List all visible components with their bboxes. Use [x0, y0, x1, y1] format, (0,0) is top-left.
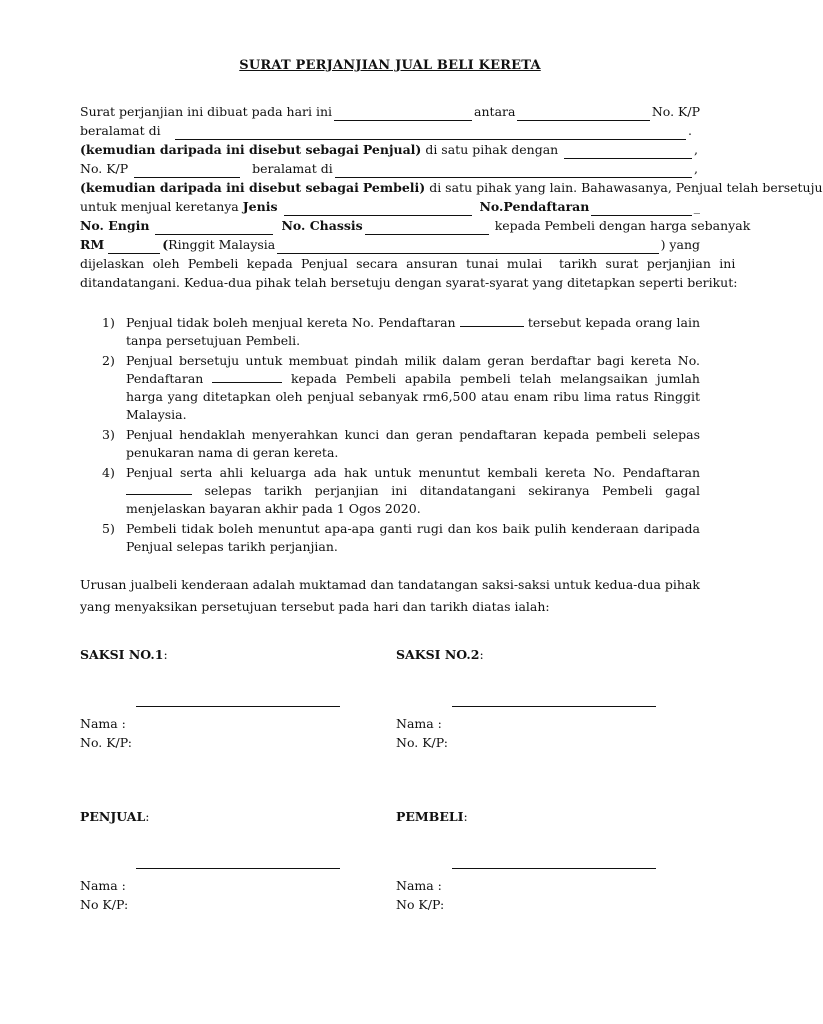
price-words-blank	[277, 239, 658, 254]
signature-heading-colon: :	[145, 809, 150, 824]
intro-text: ,	[694, 142, 698, 157]
intro-text: dijelaskan oleh Pembeli kepada Penjual secara ansuran tunai mulai tarikh surat perjanjian ini	[80, 256, 736, 271]
car-type-label: Jenis	[242, 199, 278, 214]
intro-text: No. K/P	[651, 104, 700, 119]
signature-block-seller	[80, 808, 396, 970]
buyer-label: Pembeli)	[362, 180, 426, 195]
term-text	[126, 464, 700, 518]
intro-text: Surat perjanjian ini dibuat pada hari ini	[80, 104, 333, 119]
intro-line-9	[80, 254, 736, 273]
terms-list	[80, 314, 700, 556]
signature-block-buyer	[396, 808, 696, 970]
buyer-name-blank	[564, 144, 692, 159]
intro-line-3	[80, 140, 700, 159]
intro-line-2	[80, 121, 700, 140]
intro-line-8	[80, 235, 700, 254]
term-item	[80, 426, 700, 462]
term-item	[80, 314, 700, 350]
signature-line	[136, 868, 340, 869]
intro-text: ditandatangani. Kedua-dua pihak telah bersetuju dengan syarat-syarat yang ditetapkan seperti berikut:	[80, 275, 738, 290]
intro-line-4	[80, 159, 700, 178]
signature-name-field: Nama :	[80, 716, 126, 731]
intro-text: ) yang	[660, 237, 700, 252]
intro-line-1	[80, 102, 700, 121]
closing-paragraph: Urusan jualbeli kenderaan adalah muktamad dan tandatangan saksi-saksi untuk kedua-dua pihak yang menyaksikan persetujuan tersebut pada hari dan tarikh diatas ialah:	[80, 577, 700, 614]
signature-line	[136, 706, 340, 707]
seller-address-blank	[175, 125, 686, 140]
signature-heading-colon: :	[479, 647, 484, 662]
signature-heading-colon: :	[163, 647, 168, 662]
date-blank	[334, 106, 472, 121]
signature-id-field: No. K/P:	[396, 735, 448, 750]
term-text	[126, 352, 700, 424]
term-text-part: Penjual serta ahli keluarga ada hak untuk menuntut kembali kereta No. Pendaftaran	[126, 465, 700, 480]
car-type-blank	[284, 201, 472, 216]
intro-line-6	[80, 197, 700, 216]
engine-label: No. Engin	[80, 218, 150, 233]
intro-text: kepada Pembeli dengan harga sebanyak	[494, 218, 751, 233]
signature-block-witness-2	[396, 646, 696, 808]
signature-heading-text: PENJUAL	[80, 809, 146, 824]
intro-text: beralamat di	[80, 123, 161, 138]
signature-heading-colon: :	[463, 809, 468, 824]
intro-line-10	[80, 273, 738, 292]
term-text-part: kepada Pembeli apabila pembeli telah melangsaikan jumlah harga yang ditetapkan oleh penjual sebanyak rm6,500 atau enam ribu lima ratus Ringgit Malaysia.	[126, 371, 700, 422]
seller-name-blank	[517, 106, 649, 121]
registration-blank	[126, 482, 192, 495]
intro-text: di satu pihak dengan	[425, 142, 559, 157]
term-text-part: Pembeli tidak boleh menuntut apa-apa ganti rugi dan kos baik pulih kenderaan daripada Penjual selepas tarikh perjanjian.	[126, 521, 700, 554]
intro-text: _	[693, 199, 700, 214]
signature-heading	[80, 808, 396, 826]
intro-text: antara	[474, 104, 516, 119]
signature-heading	[80, 646, 396, 664]
buyer-id-blank	[134, 163, 240, 178]
term-item	[80, 464, 700, 518]
term-text-part: Penjual tidak boleh menjual kereta No. Pendaftaran	[126, 315, 456, 330]
signature-id-field: No K/P:	[80, 897, 129, 912]
chassis-blank	[365, 220, 489, 235]
intro-text: (	[162, 237, 169, 252]
intro-text: untuk menjual keretanya	[80, 199, 239, 214]
signature-heading	[396, 646, 696, 664]
buyer-address-blank	[335, 163, 692, 178]
signature-heading-text: SAKSI NO.2	[396, 647, 480, 662]
intro-text: No. K/P	[80, 161, 129, 176]
intro-line-7	[80, 216, 751, 235]
signature-heading-text: SAKSI NO.1	[80, 647, 164, 662]
seller-label: Penjual)	[362, 142, 422, 157]
signature-id-field: No K/P:	[396, 897, 445, 912]
term-number: 2)	[102, 353, 115, 368]
term-number: 5)	[102, 521, 115, 536]
intro-line-5	[80, 178, 823, 197]
chassis-label: No. Chassis	[281, 218, 363, 233]
registration-blank	[212, 370, 282, 383]
term-text-part: Penjual bersetuju untuk membuat pindah milik dalam geran berdaftar bagi kereta No. Pendaftaran	[126, 353, 700, 386]
price-label: RM	[80, 237, 105, 252]
term-item	[80, 352, 700, 424]
signature-section	[80, 646, 700, 970]
price-blank	[108, 239, 160, 254]
document-title: SURAT PERJANJIAN JUAL BELI KERETA	[239, 58, 541, 73]
signature-heading-text: PEMBELI	[396, 809, 464, 824]
signature-name-field: Nama :	[396, 878, 442, 893]
engine-blank	[155, 220, 273, 235]
signature-name-field: Nama :	[80, 878, 126, 893]
intro-text: ,	[694, 161, 698, 176]
intro-text: (kemudian daripada ini disebut sebagai	[80, 180, 359, 195]
term-number: 4)	[102, 465, 115, 480]
intro-text: Ringgit Malaysia	[168, 237, 276, 252]
intro-paragraph	[80, 102, 823, 292]
signature-name-field: Nama :	[396, 716, 442, 731]
term-number: 1)	[102, 315, 115, 330]
intro-text: di satu pihak yang lain. Bahawasanya, Penjual telah bersetuju	[429, 180, 823, 195]
term-item	[80, 520, 700, 556]
signature-line	[452, 868, 656, 869]
term-text	[126, 426, 700, 462]
term-number: 3)	[102, 427, 115, 442]
intro-text: (kemudian daripada ini disebut sebagai	[80, 142, 359, 157]
intro-text: .	[688, 123, 692, 138]
registration-blank	[460, 314, 524, 327]
term-text	[126, 520, 700, 556]
term-text-part: tersebut kepada orang lain tanpa persetujuan Pembeli.	[126, 315, 700, 348]
signature-block-witness-1	[80, 646, 396, 808]
registration-label: No.Pendaftaran	[479, 199, 590, 214]
signature-heading	[396, 808, 696, 826]
term-text-part: selepas tarikh perjanjian ini ditandatangani sekiranya Pembeli gagal menjelaskan bayaran akhir pada 1 Ogos 2020.	[126, 483, 700, 516]
term-text	[126, 314, 700, 350]
term-text-part: Penjual hendaklah menyerahkan kunci dan geran pendaftaran kepada pembeli selepas penukaran nama di geran kereta.	[126, 427, 700, 460]
intro-text: beralamat di	[252, 161, 333, 176]
registration-blank	[591, 201, 691, 216]
signature-line	[452, 706, 656, 707]
signature-id-field: No. K/P:	[80, 735, 132, 750]
